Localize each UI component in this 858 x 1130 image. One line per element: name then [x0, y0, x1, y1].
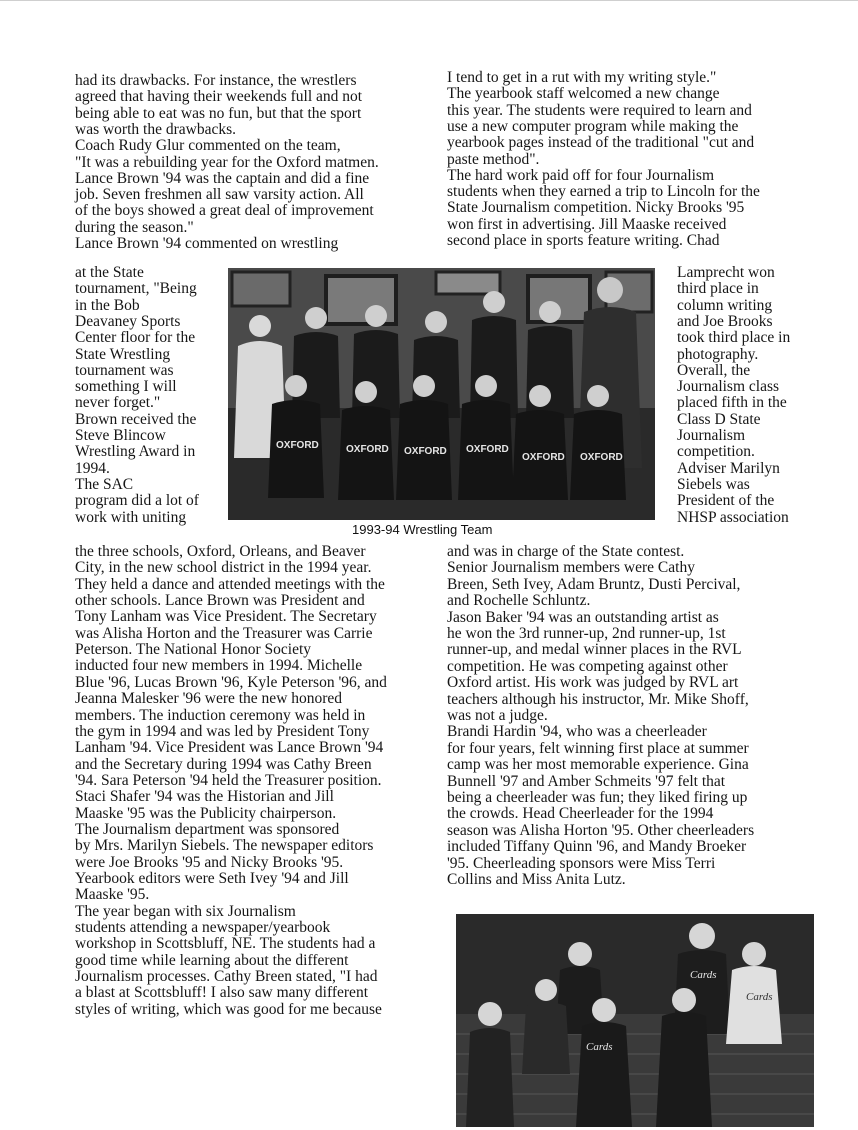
- text-line: at the State: [75, 264, 144, 281]
- text-line: something I will: [75, 378, 177, 396]
- text-line: third place in: [677, 280, 759, 298]
- text-line: and was in charge of the State contest.: [447, 543, 685, 560]
- text-line: The year began with six Journalism: [75, 902, 296, 920]
- text-line: a blast at Scottsbluff! I also saw many different: [75, 984, 368, 1002]
- text-line: Maaske '95 was the Publicity chairperson.: [75, 804, 337, 822]
- text-line: styles of writing, which was good for me because: [75, 1000, 382, 1018]
- text-line: program did a lot of: [75, 492, 199, 510]
- jersey-text: OXFORD: [522, 452, 565, 463]
- text-line: Tony Lanham was Vice President. The Secretary: [75, 608, 377, 626]
- text-line: 1994.: [75, 459, 110, 477]
- text-line: job. Seven freshmen all saw varsity action. All: [75, 186, 364, 204]
- text-line: Coach Rudy Glur commented on the team,: [75, 137, 341, 155]
- text-line: runner-up, and medal winner places in the RVL: [447, 641, 742, 659]
- text-line: and Joe Brooks: [677, 312, 773, 330]
- jersey-text: OXFORD: [276, 440, 319, 451]
- wrestling-team-photo: [228, 268, 655, 520]
- text-line: placed fifth in the: [677, 394, 787, 412]
- text-line: the crowds. Head Cheerleader for the 1994: [447, 805, 714, 823]
- text-line: tournament, "Being: [75, 280, 197, 298]
- text-line: by Mrs. Marilyn Siebels. The newspaper editors: [75, 837, 374, 855]
- uniform-text: Cards: [690, 969, 717, 981]
- text-line: members. The induction ceremony was held in: [75, 706, 366, 724]
- text-line: competition. He was competing against other: [447, 657, 728, 675]
- text-line: camp was her most memorable experience. Gina: [447, 756, 749, 774]
- text-line: Bunnell '97 and Amber Schmeits '97 felt that: [447, 772, 726, 790]
- text-line: included Tiffany Quinn '96, and Mandy Broeker: [447, 838, 747, 856]
- text-line: other schools. Lance Brown was President and: [75, 592, 365, 610]
- text-line: won first in advertising. Jill Maaske received: [447, 215, 727, 233]
- page-edge-line: [0, 0, 858, 1]
- text-line: The SAC: [75, 475, 134, 493]
- text-line: The hard work paid off for four Journalism: [447, 166, 715, 184]
- text-line: Journalism: [677, 427, 746, 444]
- text-line: Brown received the: [75, 410, 197, 428]
- text-line: Lance Brown '94 commented on wrestling: [75, 235, 339, 252]
- text-line: for four years, felt winning first place at summer: [447, 739, 749, 757]
- text-line: Wrestling Award in: [75, 443, 196, 461]
- text-line: NHSP association: [677, 508, 789, 526]
- text-line: agreed that having their weekends full and not: [75, 88, 363, 106]
- text-line: this year. The students were required to learn and: [447, 101, 752, 119]
- text-line: in the Bob: [75, 296, 140, 314]
- text-line: being able to eat was no fun, but that the sport: [75, 104, 362, 122]
- jersey-text: OXFORD: [580, 452, 623, 463]
- text-line: good time while learning about the different: [75, 951, 349, 969]
- text-line: Journalism class: [677, 378, 780, 396]
- text-line: during the season.": [75, 218, 194, 236]
- text-line: never forget.": [75, 394, 161, 412]
- text-line: were Joe Brooks '95 and Nicky Brooks '95.: [75, 853, 344, 871]
- text-line: photography.: [677, 345, 759, 363]
- text-line: '95. Cheerleading sponsors were Miss Terri: [447, 854, 716, 872]
- jersey-text: OXFORD: [466, 444, 509, 455]
- text-line: yearbook pages instead of the traditional "cut and: [447, 134, 755, 152]
- text-line: City, in the new school district in the 1994 year.: [75, 559, 372, 577]
- text-line: Maaske '95.: [75, 886, 150, 904]
- text-line: students when they earned a trip to Lincoln for the: [447, 183, 760, 201]
- text-line: Jeanna Malesker '96 were the new honored: [75, 690, 343, 708]
- text-line: President of the: [677, 492, 775, 510]
- text-line: "It was a rebuilding year for the Oxford matmen.: [75, 153, 379, 171]
- jersey-text: OXFORD: [404, 446, 447, 457]
- text-line: Lamprecht won: [677, 264, 775, 281]
- text-line: and the Secretary during 1994 was Cathy Breen: [75, 755, 372, 773]
- text-line: Deavaney Sports: [75, 312, 181, 330]
- text-line: I tend to get in a rut with my writing style.": [447, 69, 717, 86]
- text-line: the gym in 1994 and was led by President Tony: [75, 722, 370, 740]
- text-line: The Journalism department was sponsored: [75, 820, 340, 838]
- text-line: Yearbook editors were Seth Ivey '94 and Jill: [75, 870, 349, 887]
- text-line: Collins and Miss Anita Lutz.: [447, 871, 626, 888]
- jersey-text: OXFORD: [346, 444, 389, 455]
- text-line: inducted four new members in 1994. Michelle: [75, 657, 363, 675]
- text-line: Adviser Marilyn: [677, 459, 780, 477]
- text-line: State Journalism competition. Nicky Brooks '95: [447, 199, 745, 217]
- text-line: Senior Journalism members were Cathy: [447, 559, 695, 577]
- text-line: Brandi Hardin '94, who was a cheerleader: [447, 723, 707, 741]
- uniform-text: Cards: [586, 1041, 613, 1053]
- text-line: State Wrestling: [75, 345, 171, 363]
- text-line: Blue '96, Lucas Brown '96, Kyle Peterson '96, and: [75, 673, 387, 691]
- text-line: competition.: [677, 443, 755, 461]
- text-line: was Alisha Horton and the Treasurer was Carrie: [75, 624, 373, 642]
- text-line: had its drawbacks. For instance, the wrestlers: [75, 72, 357, 89]
- text-line: workshop in Scottsbluff, NE. The students had a: [75, 935, 376, 953]
- text-line: Center floor for the: [75, 329, 196, 347]
- text-line: tournament was: [75, 361, 174, 379]
- text-line: column writing: [677, 296, 773, 314]
- text-line: They held a dance and attended meetings with the: [75, 575, 385, 593]
- text-line: teachers although his instructor, Mr. Mike Shoff,: [447, 690, 749, 708]
- text-line: Overall, the: [677, 361, 751, 379]
- text-line: Staci Shafer '94 was the Historian and Jill: [75, 788, 334, 806]
- cheerleader-photo: [456, 914, 814, 1127]
- text-line: Jason Baker '94 was an outstanding artist as: [447, 608, 719, 626]
- text-line: Peterson. The National Honor Society: [75, 641, 312, 659]
- text-line: Steve Blincow: [75, 427, 166, 444]
- text-line: and Rochelle Schluntz.: [447, 592, 591, 610]
- text-line: Lanham '94. Vice President was Lance Brown '94: [75, 739, 384, 757]
- text-line: use a new computer program while making the: [447, 117, 739, 135]
- text-line: Breen, Seth Ivey, Adam Bruntz, Dusti Percival,: [447, 575, 741, 593]
- text-line: Class D State: [677, 410, 761, 428]
- text-line: Journalism processes. Cathy Breen stated, "I had: [75, 968, 378, 986]
- text-line: second place in sports feature writing. Chad: [447, 232, 720, 249]
- text-line: Lance Brown '94 was the captain and did a fine: [75, 169, 370, 187]
- text-line: was not a judge.: [447, 707, 548, 724]
- text-line: took third place in: [677, 329, 791, 347]
- text-line: he won the 3rd runner-up, 2nd runner-up, 1st: [447, 625, 726, 642]
- text-line: Oxford artist. His work was judged by RVL art: [447, 674, 739, 692]
- text-line: paste method".: [447, 150, 540, 168]
- text-line: the three schools, Oxford, Orleans, and Beaver: [75, 543, 366, 560]
- text-line: season was Alisha Horton '95. Other cheerleaders: [447, 821, 755, 839]
- text-line: Siebels was: [677, 475, 750, 493]
- text-line: The yearbook staff welcomed a new change: [447, 85, 720, 103]
- text-line: '94. Sara Peterson '94 held the Treasurer position.: [75, 771, 382, 789]
- wrestling-photo-caption: 1993-94 Wrestling Team: [352, 522, 493, 537]
- text-line: being a cheerleader was fun; they liked firing up: [447, 789, 748, 806]
- text-line: was worth the drawbacks.: [75, 120, 236, 138]
- uniform-text: Cards: [746, 991, 773, 1003]
- text-line: of the boys showed a great deal of improvement: [75, 202, 374, 220]
- text-line: work with uniting: [75, 508, 187, 526]
- text-line: students attending a newspaper/yearbook: [75, 919, 331, 937]
